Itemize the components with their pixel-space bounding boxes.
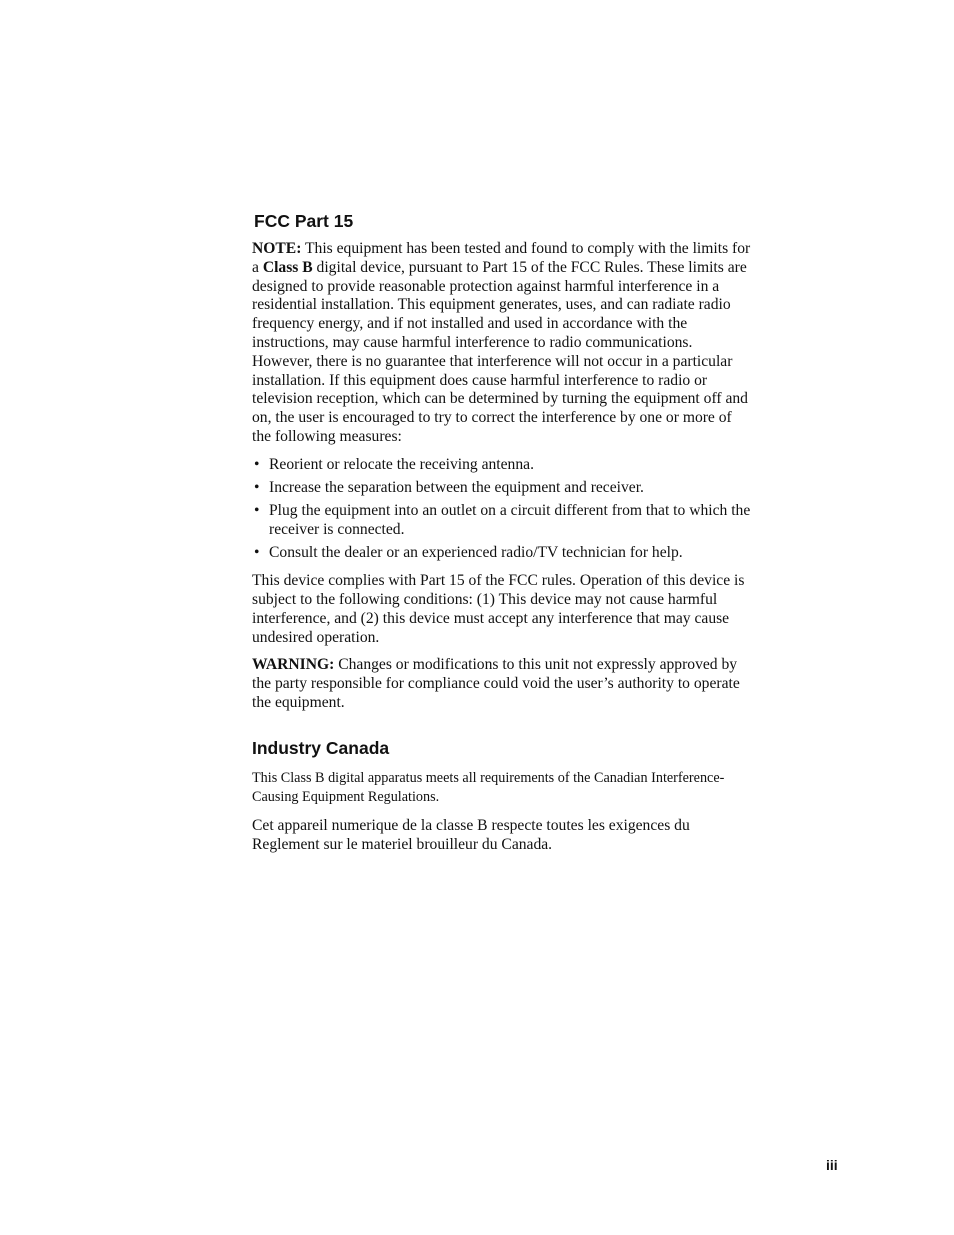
measure-text: Plug the equipment into an outlet on a circuit different from that to which the receiver is connected. — [269, 502, 751, 539]
bullet-icon: • — [254, 455, 260, 473]
industry-canada-heading: Industry Canada — [252, 737, 390, 758]
industry-canada-french: Cet appareil numerique de la classe B respecte toutes les exigences du Reglement sur le materiel brouilleur du Canada. — [252, 816, 690, 853]
warning-paragraph — [252, 656, 752, 712]
list-item — [252, 502, 752, 540]
list-item — [252, 544, 752, 563]
measure-text: Reorient or relocate the receiving antenna. — [269, 455, 534, 473]
warning-text: Changes or modifications to this unit not expressly approved by the party responsible for compliance could void the user’s authority to operate the equipment. — [252, 656, 740, 712]
section-spacer — [252, 722, 752, 736]
class-label: Class B — [262, 258, 313, 276]
measure-text: Increase the separation between the equipment and receiver. — [269, 479, 644, 497]
page-content — [252, 209, 752, 863]
industry-canada-english: This Class B digital apparatus meets all requirements of the Canadian Interference-Causing Equipment Regulations. — [252, 769, 725, 806]
note-text-1: This equipment has been tested and found to comply with the limits for a — [252, 240, 751, 276]
page-number: iii — [826, 1157, 838, 1173]
list-item — [252, 479, 752, 498]
measures-list — [252, 456, 752, 563]
list-item — [252, 456, 752, 475]
note-text-2: digital device, pursuant to Part 15 of the FCC Rules. These limits are designed to provide reasonable protection against harmful interference in a residential installation. This equipment generates, uses, and can radiate radio frequency energy, and if not installed and used in accordance with the instructions, may cause harmful interference to radio communications. However, there is no guarantee that interference will not occur in a particular installation. If this equipment does cause harmful interference to radio or television reception, which can be determined by turning the equipment off and on, the user is encouraged to try to correct the interference by one or more of the following measures: — [252, 258, 748, 445]
fcc-heading: FCC Part 15 — [254, 211, 354, 231]
fcc-note-paragraph — [252, 240, 752, 447]
warning-label: WARNING: — [252, 656, 335, 674]
bullet-icon: • — [254, 502, 260, 520]
note-label: NOTE: — [252, 240, 302, 257]
bullet-icon: • — [254, 479, 260, 497]
measure-text: Consult the dealer or an experienced radio/TV technician for help. — [269, 544, 683, 562]
compliance-paragraph: This device complies with Part 15 of the FCC rules. Operation of this device is subject to the following conditions: (1) This device may not cause harmful interference, and (2) this device must accept any interference that may cause undesired operation. — [252, 572, 745, 646]
bullet-icon: • — [254, 544, 260, 562]
